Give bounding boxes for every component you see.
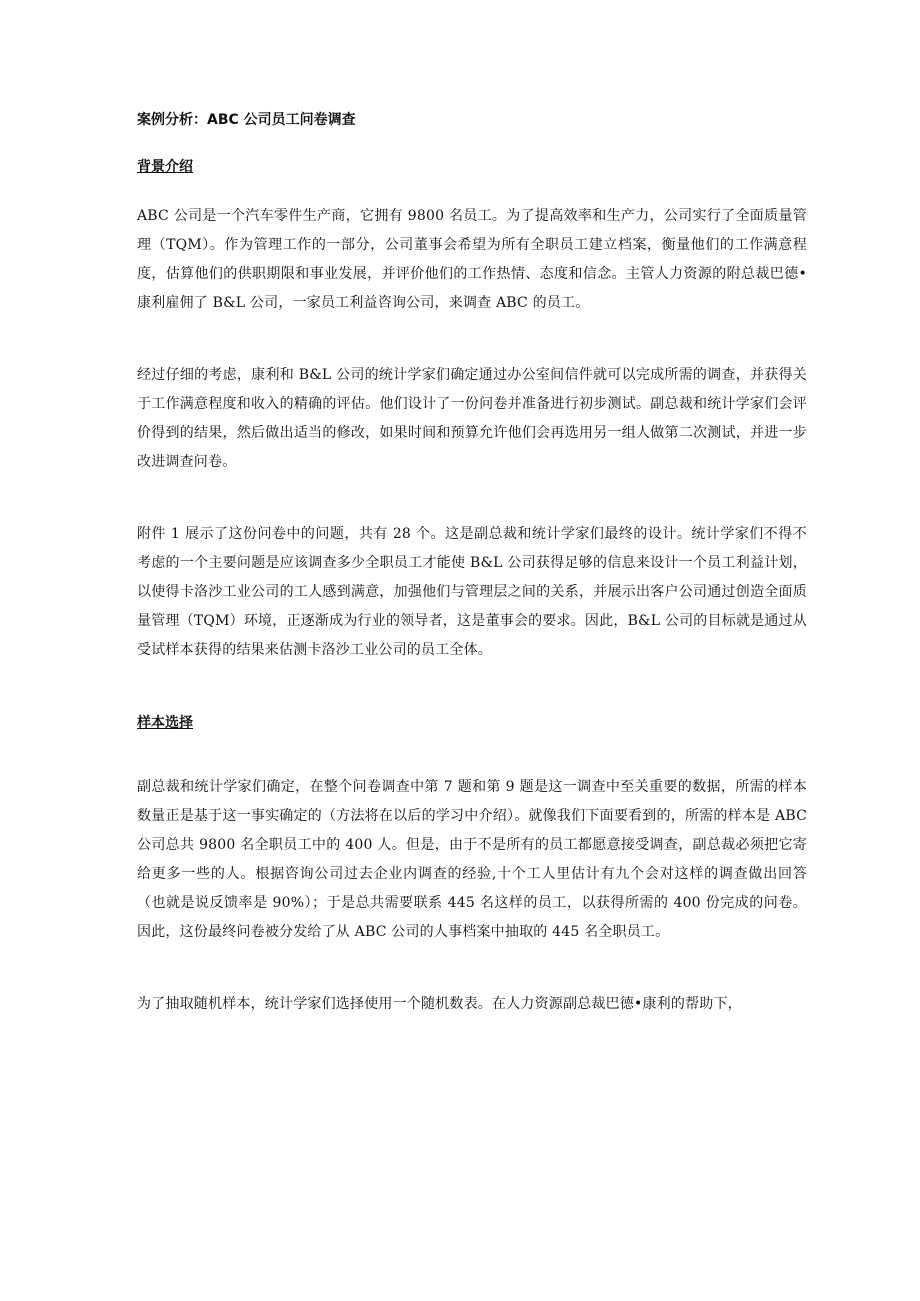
document-body: [137, 108, 807, 1019]
section-heading-background: 背景介绍: [137, 159, 193, 175]
paragraph-background-1: ABC 公司是一个汽车零件生产商，它拥有 9800 名员工。为了提高效率和生产力，公司实行了全面质量管理（TQM）。作为管理工作的一部分，公司董事会希望为所有全职员工建立档案，衡量他们的工作满意程度，估算他们的供职期限和事业发展，并评价他们的工作热情、态度和信念。主管人力资源的附总裁巴德•康利雇佣了 B&L 公司，一家员工利益咨询公司，来调查 ABC 的员工。: [137, 208, 807, 311]
document-title: 案例分析：ABC 公司员工问卷调查: [137, 112, 356, 128]
paragraph-sample-2: 为了抽取随机样本，统计学家们选择使用一个随机数表。在人力资源副总裁巴德•康利的帮助下，: [137, 996, 742, 1012]
paragraph-sample-1: 副总裁和统计学家们确定，在整个问卷调查中第 7 题和第 9 题是这一调查中至关重要的数据，所需的样本数量正是基于这一事实确定的（方法将在以后的学习中介绍）。就像我们下面要看到的，所需的样本是 ABC 公司总共 9800 名全职员工中的 400 人。但是，由于不是所有的员工都愿意接受调查，副总裁必须把它寄给更多一些的人。根据咨询公司过去企业内调查的经验,十个工人里估计有九个会对这样的调查做出回答（也就是说反馈率是 90%）；于是总共需要联系 445 名这样的员工，以获得所需的 400 份完成的问卷。因此，这份最终问卷被分发给了从 ABC 公司的人事档案中抽取的 445 名全职员工。: [137, 779, 807, 940]
section-heading-sample-selection: 样本选择: [137, 715, 193, 731]
paragraph-background-3: 附件 1 展示了这份问卷中的问题，共有 28 个。这是副总裁和统计学家们最终的设计。统计学家们不得不考虑的一个主要问题是应该调查多少全职员工才能使 B&L 公司获得足够的信息来设计一个员工利益计划，以使得卡洛沙工业公司的工人感到满意，加强他们与管理层之间的关系，并展示出客户公司通过创造全面质量管理（TQM）环境，正逐渐成为行业的领导者，这是董事会的要求。因此，B&L 公司的目标就是通过从受试样本获得的结果来估测卡洛沙工业公司的员工全体。: [137, 526, 807, 658]
paragraph-background-2: 经过仔细的考虑，康利和 B&L 公司的统计学家们确定通过办公室间信件就可以完成所需的调查，并获得关于工作满意程度和收入的精确的评估。他们设计了一份问卷并准备进行初步测试。副总裁和统计学家们会评价得到的结果，然后做出适当的修改，如果时间和预算允许他们会再选用另一组人做第二次测试，并进一步改进调查问卷。: [137, 367, 807, 470]
